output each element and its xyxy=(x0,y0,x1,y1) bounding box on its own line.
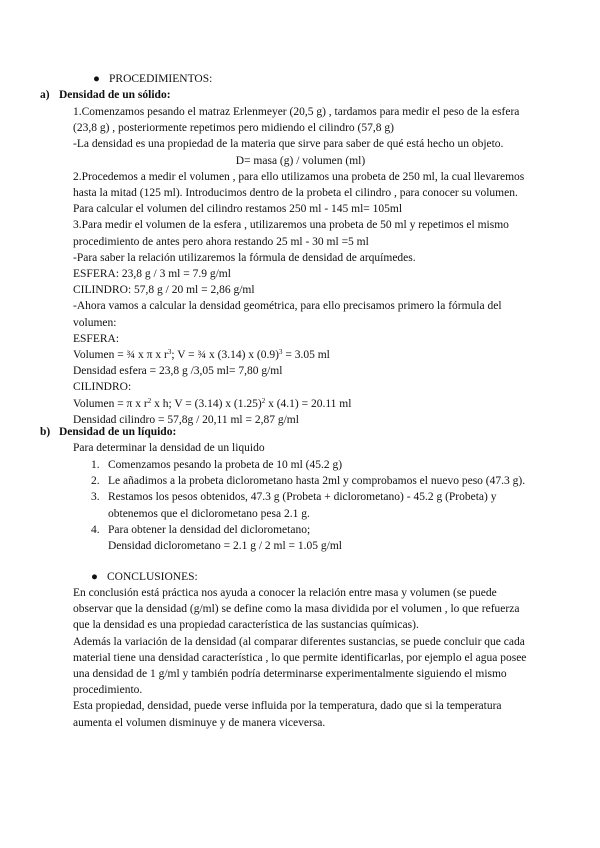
paragraph: -Ahora vamos a calcular la densidad geométrica, para ello precisamos primero la fórmula del volumen: xyxy=(73,300,502,329)
conclusiones-heading xyxy=(91,569,198,585)
bullet-icon: ● xyxy=(91,571,98,583)
density-formula: D= masa (g) / volumen (ml) xyxy=(235,154,366,167)
paragraph: ESFERA: 23,8 g / 3 ml = 7.9 g/ml xyxy=(73,268,231,281)
section-title: Densidad de un sólido: xyxy=(59,89,171,101)
paragraph: -Para saber la relación utilizaremos la fórmula de densidad de arquímedes. xyxy=(73,251,416,264)
procedimientos-heading xyxy=(93,71,212,87)
paragraph: 2.Procedemos a medir el volumen , para ello utilizamos una probeta de 250 ml, la cual llevaremos hasta la mitad (125 ml). Introducimos dentro de la probeta el cilindro , para conocer su volumen. Para calcular el volumen del cilindro restamos 250 ml - 145 ml= 105ml xyxy=(73,170,525,216)
paragraph: CILINDRO: 57,8 g / 20 ml = 2,86 g/ml xyxy=(73,284,255,297)
paragraph: 1.Comenzamos pesando el matraz Erlenmeyer (20,5 g) , tardamos para medir el peso de la esfera (23,8 g) , posteriormente repetimos pero midiendo el cilindro (57,8 g) xyxy=(73,106,520,135)
heading-text: CONCLUSIONES: xyxy=(107,571,198,583)
sphere-density: Densidad esfera = 23,8 g /3,05 ml= 7,80 g/ml xyxy=(73,365,283,378)
list-item: 3. Restamos los pesos obtenidos, 47.3 g (Probeta + diclorometano) - 45.2 g (Probeta) y obtenemos que el diclorometano pesa 2.1 g. xyxy=(91,491,497,520)
section-title: Densidad de un líquido: xyxy=(59,426,177,438)
cylinder-density: Densidad cilindro = 57,8g / 20,11 ml = 2,87 g/ml xyxy=(73,413,299,426)
cylinder-volume-formula: Volumen = π x $r^2$ x h; V = (3.14) x $(1.25)^2$ x (4.1) = 20.11 ml xyxy=(73,396,352,410)
section-a-body xyxy=(73,104,528,428)
paragraph: ESFERA: xyxy=(73,332,120,345)
paragraph: CILINDRO: xyxy=(73,381,132,394)
section-label: a) xyxy=(40,89,50,101)
paragraph: 3.Para medir el volumen de la esfera , utilizaremos una probeta de 50 ml y repetimos el mismo procedimiento de antes pero ahora restando 25 ml - 30 ml =5 ml xyxy=(73,219,509,248)
sphere-volume-formula: Volumen = ¾ x π x $r^3$; V = ¾ x (3.14) x $(0.9)^3 = 3.05$ ml xyxy=(73,348,330,362)
conclusiones-body xyxy=(73,585,528,731)
paragraph: En conclusión está práctica nos ayuda a conocer la relación entre masa y volumen (se puede observar que la densidad (g/ml) se define como la masa dividida por el volumen , lo que refuerza que la densidad es una propiedad característica de las sustancias químicas). xyxy=(73,587,520,632)
list-item: 4. Para obtener la densidad del diclorometano; Densidad diclorometano = 2.1 g / 2 ml = 1.05 g/ml xyxy=(91,523,342,553)
heading-text: PROCEDIMIENTOS: xyxy=(109,73,213,85)
section-b-heading xyxy=(40,424,176,440)
bullet-icon: ● xyxy=(93,73,100,85)
paragraph: Esta propiedad, densidad, puede verse influida por la temperatura, dado que si la temperatura aumenta el volumen disminuye y de manera viceversa. xyxy=(73,700,502,729)
section-label: b) xyxy=(40,426,51,438)
list-item: 1. Comenzamos pesando la probeta de 10 ml (45.2 g) xyxy=(91,459,343,471)
liquid-steps-list xyxy=(73,457,528,554)
paragraph: -La densidad es una propiedad de la materia que sirve para saber de qué está hecho un objeto. xyxy=(73,138,504,151)
paragraph: Además la variación de la densidad (al comparar diferentes sustancias, se puede concluir que cada material tiene una densidad característica , lo que permite identificarlas, por ejemplo el agua posee una densidad de 1 g/ml y también podría determinarse experimentalmente siguiendo el mismo procedimiento. xyxy=(73,635,527,697)
list-item: 2. Le añadimos a la probeta diclorometano hasta 2ml y comprobamos el nuevo peso (47.3 g). xyxy=(91,475,526,488)
section-b-intro: Para determinar la densidad de un liquido xyxy=(73,442,265,454)
liquid-density-result: Densidad diclorometano = 2.1 g / 2 ml = 1.05 g/ml xyxy=(108,540,342,553)
section-a-heading xyxy=(40,87,171,103)
